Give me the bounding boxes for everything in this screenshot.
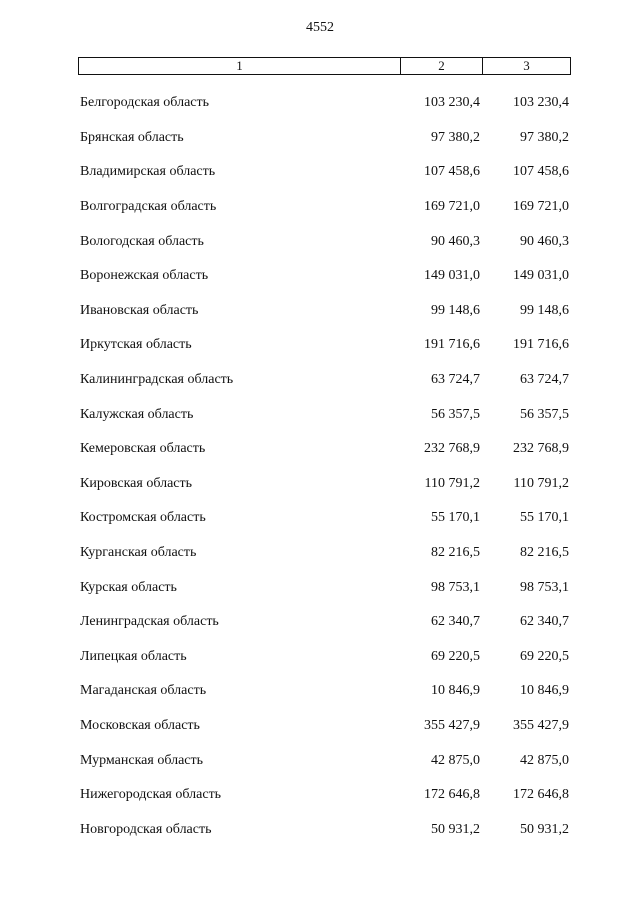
region-name: Курская область xyxy=(80,579,177,595)
value-col-2: 90 460,3 xyxy=(431,233,480,249)
value-col-2: 50 931,2 xyxy=(431,821,480,837)
region-name: Новгородская область xyxy=(80,821,212,837)
table-row xyxy=(78,294,571,329)
region-name: Липецкая область xyxy=(80,648,187,664)
value-col-3: 97 380,2 xyxy=(520,129,569,145)
value-col-2: 232 768,9 xyxy=(424,441,480,457)
region-name: Калининградская область xyxy=(80,372,234,388)
region-name: Ленинградская область xyxy=(80,614,219,630)
value-col-2: 10 846,9 xyxy=(431,683,480,699)
region-name: Московская область xyxy=(80,717,200,733)
value-col-3: 50 931,2 xyxy=(520,821,569,837)
table-row xyxy=(78,397,571,432)
value-col-2: 97 380,2 xyxy=(431,129,480,145)
table-row xyxy=(78,709,571,744)
table-row xyxy=(78,328,571,363)
value-col-2: 110 791,2 xyxy=(424,475,480,491)
page-number: 4552 xyxy=(306,20,334,35)
value-col-3: 169 721,0 xyxy=(513,199,569,215)
table-row xyxy=(78,743,571,778)
value-col-3: 55 170,1 xyxy=(520,510,569,526)
table-row xyxy=(78,674,571,709)
value-col-2: 82 216,5 xyxy=(431,545,480,561)
value-col-3: 98 753,1 xyxy=(520,579,569,595)
table-row xyxy=(78,640,571,675)
value-col-3: 10 846,9 xyxy=(520,683,569,699)
value-col-3: 103 230,4 xyxy=(513,95,569,111)
region-name: Нижегородская область xyxy=(80,787,222,803)
table-row xyxy=(78,432,571,467)
value-col-3: 191 716,6 xyxy=(513,337,569,353)
region-name: Иркутская область xyxy=(80,337,192,353)
value-col-2: 149 031,0 xyxy=(424,268,480,284)
region-name: Калужская область xyxy=(80,406,194,422)
value-col-3: 110 791,2 xyxy=(513,475,569,491)
value-col-2: 99 148,6 xyxy=(431,302,480,318)
value-col-3: 56 357,5 xyxy=(520,406,569,422)
table-row xyxy=(78,467,571,502)
value-col-3: 69 220,5 xyxy=(520,648,569,664)
value-col-2: 56 357,5 xyxy=(431,406,480,422)
region-name: Белгородская область xyxy=(80,95,210,111)
value-col-3: 355 427,9 xyxy=(513,717,569,733)
value-col-2: 191 716,6 xyxy=(424,337,480,353)
value-col-2: 355 427,9 xyxy=(424,717,480,733)
table-body xyxy=(78,86,571,847)
header-col-3: 3 xyxy=(523,58,530,73)
table-row xyxy=(78,224,571,259)
value-col-3: 63 724,7 xyxy=(520,372,569,388)
region-name: Ивановская область xyxy=(80,302,199,318)
value-col-2: 107 458,6 xyxy=(424,164,480,180)
value-col-2: 69 220,5 xyxy=(431,648,480,664)
value-col-2: 172 646,8 xyxy=(424,787,480,803)
region-name: Владимирская область xyxy=(80,164,216,180)
region-name: Магаданская область xyxy=(80,683,207,699)
table-row xyxy=(78,778,571,813)
table-row xyxy=(78,155,571,190)
value-col-3: 82 216,5 xyxy=(520,545,569,561)
table-row xyxy=(78,501,571,536)
value-col-3: 42 875,0 xyxy=(520,752,569,768)
region-name: Кировская область xyxy=(80,475,193,491)
value-col-2: 62 340,7 xyxy=(431,614,480,630)
region-name: Воронежская область xyxy=(80,268,209,284)
value-col-2: 63 724,7 xyxy=(431,372,480,388)
table-row xyxy=(78,259,571,294)
region-name: Курганская область xyxy=(80,545,197,561)
header-col-2: 2 xyxy=(401,58,483,74)
table-row xyxy=(78,190,571,225)
value-col-3: 99 148,6 xyxy=(520,302,569,318)
value-col-3: 149 031,0 xyxy=(513,268,569,284)
value-col-2: 42 875,0 xyxy=(431,752,480,768)
table-row xyxy=(78,121,571,156)
table-header xyxy=(78,57,571,75)
region-name: Волгоградская область xyxy=(80,199,217,215)
region-name: Вологодская область xyxy=(80,233,204,249)
value-col-2: 98 753,1 xyxy=(431,579,480,595)
region-name: Кемеровская область xyxy=(80,441,206,457)
table-row xyxy=(78,605,571,640)
region-name: Костромская область xyxy=(80,510,206,526)
value-col-3: 172 646,8 xyxy=(513,787,569,803)
region-name: Брянская область xyxy=(80,129,184,145)
table-row xyxy=(78,536,571,571)
region-name: Мурманская область xyxy=(80,752,204,768)
table-row xyxy=(78,812,571,847)
value-col-3: 90 460,3 xyxy=(520,233,569,249)
table-row xyxy=(78,86,571,121)
value-col-2: 55 170,1 xyxy=(431,510,480,526)
value-col-3: 107 458,6 xyxy=(513,164,569,180)
table-row xyxy=(78,363,571,398)
value-col-3: 62 340,7 xyxy=(520,614,569,630)
value-col-2: 169 721,0 xyxy=(424,199,480,215)
value-col-2: 103 230,4 xyxy=(424,95,480,111)
value-col-3: 232 768,9 xyxy=(513,441,569,457)
header-col-1: 1 xyxy=(79,58,401,74)
table-row xyxy=(78,570,571,605)
